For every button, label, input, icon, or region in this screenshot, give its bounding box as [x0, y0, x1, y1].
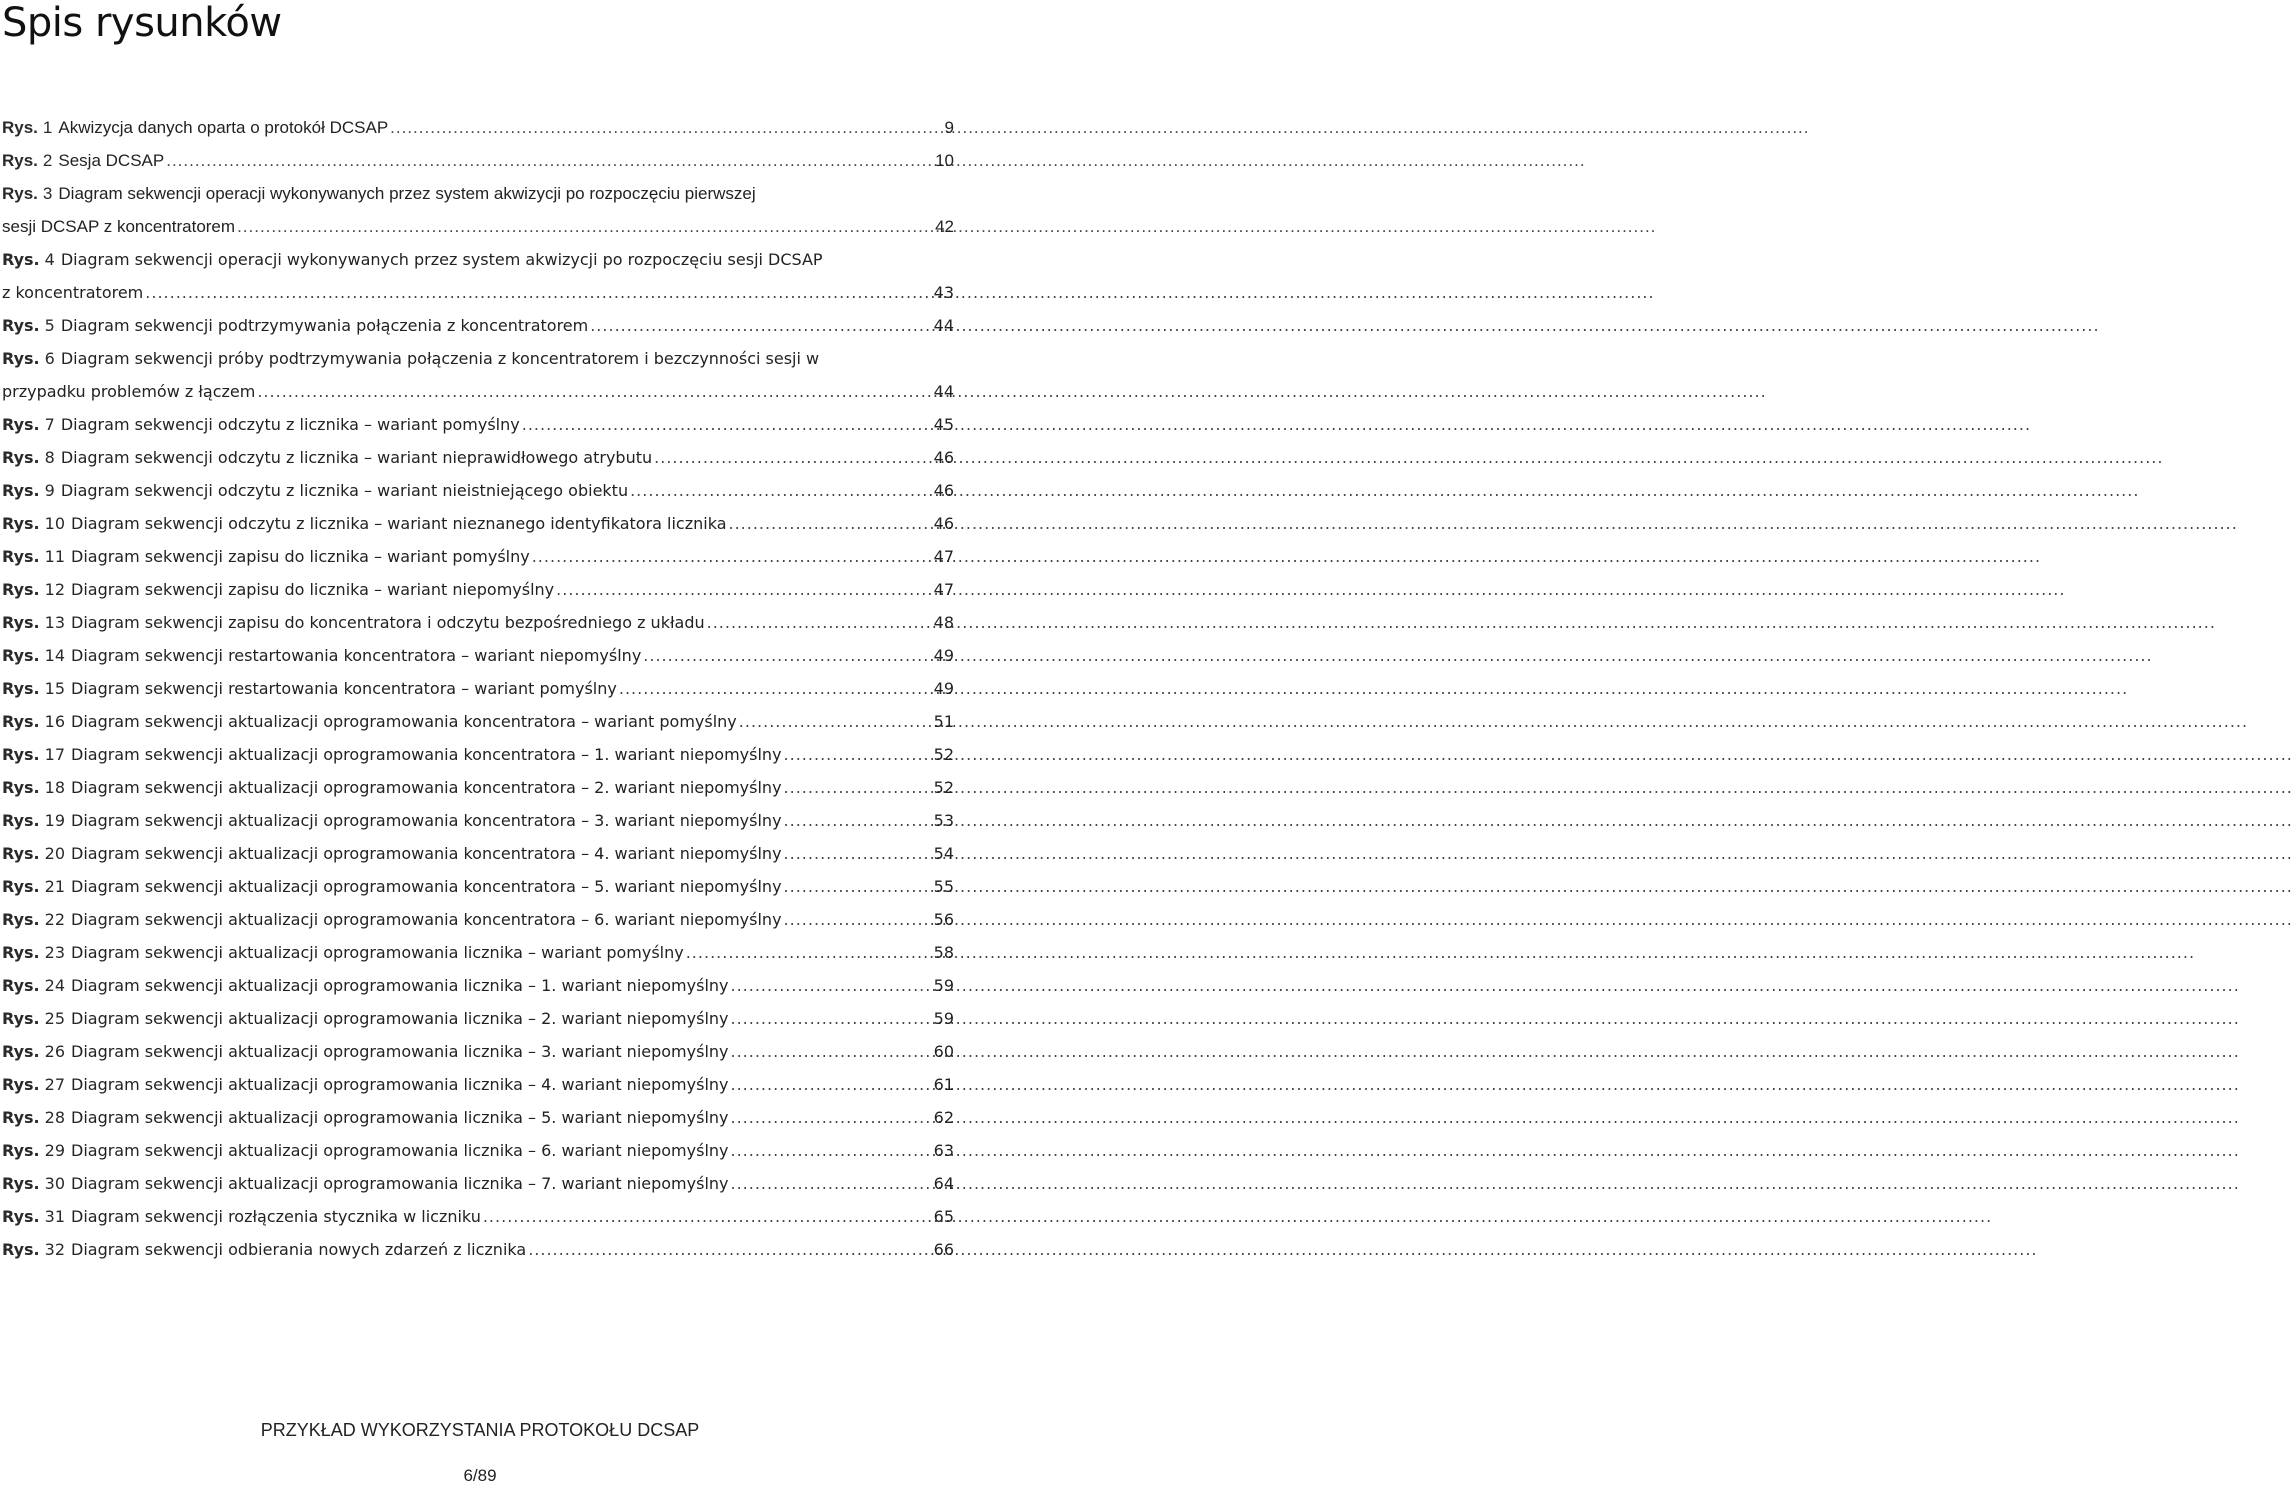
- toc-entry[interactable]: [2, 936, 954, 969]
- toc-entry[interactable]: [2, 144, 954, 177]
- figure-caption: Diagram sekwencji operacji wykonywanych przez system akwizycji po rozpoczęciu sesji DCSAP: [60, 250, 823, 269]
- figure-caption: Diagram sekwencji aktualizacji oprogramowania licznika – 5. wariant niepomyślny: [71, 1108, 729, 1127]
- toc-entry[interactable]: [2, 573, 954, 606]
- figure-caption: Diagram sekwencji aktualizacji oprogramowania koncentratora – 1. wariant niepomyślny: [71, 745, 782, 764]
- figure-number: 8: [44, 448, 55, 467]
- dot-leader: [731, 1167, 931, 1200]
- figure-page-number: 54: [933, 844, 954, 863]
- figure-number: 16: [44, 712, 65, 731]
- toc-entry[interactable]: [2, 738, 954, 771]
- figure-prefix: Rys.: [2, 1207, 40, 1226]
- dot-leader: [784, 738, 930, 771]
- toc-entry[interactable]: [2, 1200, 954, 1233]
- toc-entry-line: [2, 177, 954, 210]
- figure-prefix: Rys.: [2, 778, 40, 797]
- figure-page-number: 47: [933, 580, 954, 599]
- figure-page-number: 66: [933, 1240, 954, 1259]
- figure-prefix: Rys.: [2, 580, 40, 599]
- figure-caption: Diagram sekwencji zapisu do koncentratora i odczytu bezpośredniego z układu: [71, 613, 705, 632]
- figure-page-number: 42: [935, 217, 954, 236]
- toc-entry[interactable]: [2, 441, 954, 474]
- figure-caption: Diagram sekwencji odczytu z licznika – wariant pomyślny: [60, 415, 520, 434]
- toc-entry-line: [2, 210, 954, 243]
- figure-caption: Diagram sekwencji odczytu z licznika – wariant nieznanego identyfikatora licznika: [71, 514, 727, 533]
- figure-caption-continued: z koncentratorem: [2, 283, 144, 302]
- figure-number: 9: [44, 481, 55, 500]
- toc-entry[interactable]: [2, 243, 954, 309]
- figure-prefix: Rys.: [2, 613, 40, 632]
- dot-leader: [784, 804, 930, 837]
- dot-leader: [390, 111, 930, 144]
- figure-caption: Diagram sekwencji aktualizacji oprogramowania koncentratora – 6. wariant niepomyślny: [71, 910, 782, 929]
- figure-page-number: 44: [933, 382, 954, 401]
- dot-leader: [522, 408, 930, 441]
- figure-prefix: Rys.: [2, 184, 38, 203]
- figure-page-number: 9: [944, 118, 954, 137]
- figure-prefix: Rys.: [2, 679, 40, 698]
- dot-leader: [729, 507, 931, 540]
- figure-number: 28: [44, 1108, 65, 1127]
- figure-page-number: 52: [933, 778, 954, 797]
- dot-leader: [707, 606, 930, 639]
- figure-number: 13: [44, 613, 65, 632]
- figure-caption: Diagram sekwencji restartowania koncentratora – wariant pomyślny: [71, 679, 617, 698]
- figure-page-number: 59: [933, 976, 954, 995]
- figure-page-number: 53: [933, 811, 954, 830]
- figure-prefix: Rys.: [2, 349, 40, 368]
- figure-caption: Diagram sekwencji aktualizacji oprogramowania licznika – 1. wariant niepomyślny: [71, 976, 729, 995]
- figure-number: 22: [44, 910, 65, 929]
- toc-entry[interactable]: [2, 408, 954, 441]
- toc-entry-line: [2, 276, 954, 309]
- figure-page-number: 48: [933, 613, 954, 632]
- figure-number: 30: [44, 1174, 65, 1193]
- figure-prefix: Rys.: [2, 1042, 40, 1061]
- figure-caption: Diagram sekwencji odbierania nowych zdarzeń z licznika: [71, 1240, 527, 1259]
- figure-prefix: Rys.: [2, 415, 40, 434]
- dot-leader: [619, 672, 930, 705]
- figure-prefix: Rys.: [2, 1009, 40, 1028]
- figure-page-number: 47: [933, 547, 954, 566]
- figure-prefix: Rys.: [2, 547, 40, 566]
- toc-entry[interactable]: [2, 903, 954, 936]
- toc-entry[interactable]: [2, 804, 954, 837]
- figure-prefix: Rys.: [2, 910, 40, 929]
- dot-leader: [166, 144, 930, 177]
- figure-caption-continued: przypadku problemów z łączem: [2, 382, 256, 401]
- figure-page-number: 10: [935, 151, 954, 170]
- figure-page-number: 49: [933, 646, 954, 665]
- figure-page-number: 45: [933, 415, 954, 434]
- toc-entry[interactable]: [2, 474, 954, 507]
- toc-entry[interactable]: [2, 1233, 954, 1266]
- figure-number: 5: [44, 316, 55, 335]
- toc-entry[interactable]: [2, 705, 954, 738]
- figure-caption: Diagram sekwencji aktualizacji oprogramowania koncentratora – 4. wariant niepomyślny: [71, 844, 782, 863]
- figure-caption: Diagram sekwencji restartowania koncentratora – wariant niepomyślny: [71, 646, 642, 665]
- figure-prefix: Rys.: [2, 514, 40, 533]
- dot-leader: [532, 540, 930, 573]
- toc-entry[interactable]: [2, 177, 954, 243]
- figure-number: 25: [44, 1009, 65, 1028]
- figure-page-number: 55: [933, 877, 954, 896]
- figure-prefix: Rys.: [2, 316, 40, 335]
- figure-prefix: Rys.: [2, 811, 40, 830]
- dot-leader: [731, 1002, 931, 1035]
- footer-document-title: PRZYKŁAD WYKORZYSTANIA PROTOKOŁU DCSAP: [260, 1420, 700, 1440]
- toc-entry[interactable]: [2, 540, 954, 573]
- dot-leader: [643, 639, 930, 672]
- figure-prefix: Rys.: [2, 1141, 40, 1160]
- figure-caption: Diagram sekwencji odczytu z licznika – wariant nieprawidłowego atrybutu: [60, 448, 653, 467]
- figure-prefix: Rys.: [2, 1075, 40, 1094]
- dot-leader: [731, 1035, 931, 1068]
- figure-number: 11: [44, 547, 65, 566]
- figure-number: 6: [44, 349, 55, 368]
- dot-leader: [654, 441, 930, 474]
- figure-page-number: 44: [933, 316, 954, 335]
- figure-number: 19: [44, 811, 65, 830]
- figure-number: 17: [44, 745, 65, 764]
- figure-prefix: Rys.: [2, 118, 38, 137]
- figure-caption: Diagram sekwencji aktualizacji oprogramowania licznika – 6. wariant niepomyślny: [71, 1141, 729, 1160]
- figure-caption: Diagram sekwencji aktualizacji oprogramowania licznika – 3. wariant niepomyślny: [71, 1042, 729, 1061]
- figure-page-number: 65: [933, 1207, 954, 1226]
- toc-entry[interactable]: [2, 507, 954, 540]
- figure-caption: Akwizycja danych oparta o protokół DCSAP: [58, 118, 389, 137]
- figure-page-number: 56: [933, 910, 954, 929]
- toc-entry[interactable]: [2, 1068, 954, 1101]
- toc-entry[interactable]: [2, 606, 954, 639]
- figure-prefix: Rys.: [2, 151, 38, 170]
- figure-number: 23: [44, 943, 65, 962]
- dot-leader: [731, 969, 931, 1002]
- dot-leader: [784, 837, 930, 870]
- toc-entry[interactable]: [2, 111, 954, 144]
- figure-prefix: Rys.: [2, 976, 40, 995]
- dot-leader: [483, 1200, 930, 1233]
- dot-leader: [731, 1101, 931, 1134]
- figure-page-number: 62: [933, 1108, 954, 1127]
- figure-caption: Diagram sekwencji rozłączenia stycznika w liczniku: [71, 1207, 481, 1226]
- toc-entry[interactable]: [2, 969, 954, 1002]
- toc-entry[interactable]: [2, 309, 954, 342]
- figure-page-number: 63: [933, 1141, 954, 1160]
- dot-leader: [556, 573, 930, 606]
- figure-page-number: 58: [933, 943, 954, 962]
- dot-leader: [528, 1233, 930, 1266]
- figure-number: 7: [44, 415, 55, 434]
- figure-page-number: 64: [933, 1174, 954, 1193]
- figure-prefix: Rys.: [2, 646, 40, 665]
- toc-entry-line: [2, 342, 954, 375]
- dot-leader: [731, 1134, 931, 1167]
- figure-prefix: Rys.: [2, 943, 40, 962]
- toc-entry[interactable]: [2, 771, 954, 804]
- figure-number: 21: [44, 877, 65, 896]
- dot-leader: [784, 771, 930, 804]
- figure-caption-continued: sesji DCSAP z koncentratorem: [2, 217, 236, 236]
- dot-leader: [257, 375, 930, 408]
- figure-caption: Sesja DCSAP: [58, 151, 165, 170]
- figure-page-number: 60: [933, 1042, 954, 1061]
- figure-prefix: Rys.: [2, 1108, 40, 1127]
- toc-entry[interactable]: [2, 1167, 954, 1200]
- figure-number: 14: [44, 646, 65, 665]
- dot-leader: [686, 936, 930, 969]
- figure-caption: Diagram sekwencji aktualizacji oprogramowania licznika – wariant pomyślny: [71, 943, 684, 962]
- figure-number: 15: [44, 679, 65, 698]
- figure-page-number: 51: [933, 712, 954, 731]
- toc-entry[interactable]: [2, 639, 954, 672]
- figure-page-number: 46: [933, 448, 954, 467]
- figure-caption: Diagram sekwencji aktualizacji oprogramowania licznika – 2. wariant niepomyślny: [71, 1009, 729, 1028]
- figure-page-number: 46: [933, 514, 954, 533]
- figure-caption: Diagram sekwencji podtrzymywania połączenia z koncentratorem: [60, 316, 589, 335]
- figure-caption: Diagram sekwencji aktualizacji oprogramowania licznika – 7. wariant niepomyślny: [71, 1174, 729, 1193]
- figure-number: 3: [42, 184, 53, 203]
- figure-number: 4: [44, 250, 55, 269]
- figure-number: 10: [44, 514, 65, 533]
- dot-leader: [731, 1068, 931, 1101]
- figure-number: 31: [44, 1207, 65, 1226]
- figure-number: 27: [44, 1075, 65, 1094]
- figure-number: 26: [44, 1042, 65, 1061]
- figure-caption: Diagram sekwencji aktualizacji oprogramowania licznika – 4. wariant niepomyślny: [71, 1075, 729, 1094]
- dot-leader: [739, 705, 930, 738]
- dot-leader: [784, 870, 930, 903]
- figure-page-number: 43: [933, 283, 954, 302]
- figure-number: 24: [44, 976, 65, 995]
- toc-entry-line: [2, 243, 954, 276]
- toc-entry[interactable]: [2, 1002, 954, 1035]
- figure-number: 20: [44, 844, 65, 863]
- figure-page-number: 59: [933, 1009, 954, 1028]
- figure-prefix: Rys.: [2, 712, 40, 731]
- dot-leader: [590, 309, 930, 342]
- figure-caption: Diagram sekwencji aktualizacji oprogramowania koncentratora – 2. wariant niepomyślny: [71, 778, 782, 797]
- toc-entry[interactable]: [2, 1134, 954, 1167]
- figure-prefix: Rys.: [2, 877, 40, 896]
- figure-number: 32: [44, 1240, 65, 1259]
- page-title: Spis rysunków: [2, 0, 282, 46]
- figure-number: 18: [44, 778, 65, 797]
- figure-caption: Diagram sekwencji próby podtrzymywania połączenia z koncentratorem i bezczynności sesji w: [60, 349, 820, 368]
- dot-leader: [145, 276, 930, 309]
- dot-leader: [237, 210, 930, 243]
- figure-page-number: 61: [933, 1075, 954, 1094]
- figure-prefix: Rys.: [2, 745, 40, 764]
- figure-caption: Diagram sekwencji aktualizacji oprogramowania koncentratora – 3. wariant niepomyślny: [71, 811, 782, 830]
- figure-number: 2: [42, 151, 53, 170]
- figure-list: [2, 111, 954, 1266]
- figure-caption: Diagram sekwencji zapisu do licznika – wariant niepomyślny: [71, 580, 555, 599]
- figure-page-number: 46: [933, 481, 954, 500]
- figure-prefix: Rys.: [2, 250, 40, 269]
- figure-prefix: Rys.: [2, 844, 40, 863]
- figure-caption: Diagram sekwencji operacji wykonywanych przez system akwizycji po rozpoczęciu pierwszej: [58, 184, 756, 203]
- toc-entry[interactable]: [2, 1101, 954, 1134]
- figure-caption: Diagram sekwencji odczytu z licznika – wariant nieistniejącego obiektu: [60, 481, 629, 500]
- toc-entry[interactable]: [2, 1035, 954, 1068]
- toc-entry[interactable]: [2, 870, 954, 903]
- toc-entry[interactable]: [2, 342, 954, 408]
- dot-leader: [784, 903, 930, 936]
- dot-leader: [630, 474, 930, 507]
- figure-number: 1: [42, 118, 53, 137]
- figure-caption: Diagram sekwencji zapisu do licznika – wariant pomyślny: [71, 547, 530, 566]
- footer-page-number: 6/89: [463, 1466, 497, 1485]
- figure-page-number: 49: [933, 679, 954, 698]
- figure-number: 29: [44, 1141, 65, 1160]
- toc-entry[interactable]: [2, 837, 954, 870]
- figure-prefix: Rys.: [2, 481, 40, 500]
- figure-prefix: Rys.: [2, 448, 40, 467]
- toc-entry[interactable]: [2, 672, 954, 705]
- figure-page-number: 52: [933, 745, 954, 764]
- figure-prefix: Rys.: [2, 1174, 40, 1193]
- toc-entry-line: [2, 375, 954, 408]
- figure-prefix: Rys.: [2, 1240, 40, 1259]
- figure-number: 12: [44, 580, 65, 599]
- figure-caption: Diagram sekwencji aktualizacji oprogramowania koncentratora – 5. wariant niepomyślny: [71, 877, 782, 896]
- figure-caption: Diagram sekwencji aktualizacji oprogramowania koncentratora – wariant pomyślny: [71, 712, 737, 731]
